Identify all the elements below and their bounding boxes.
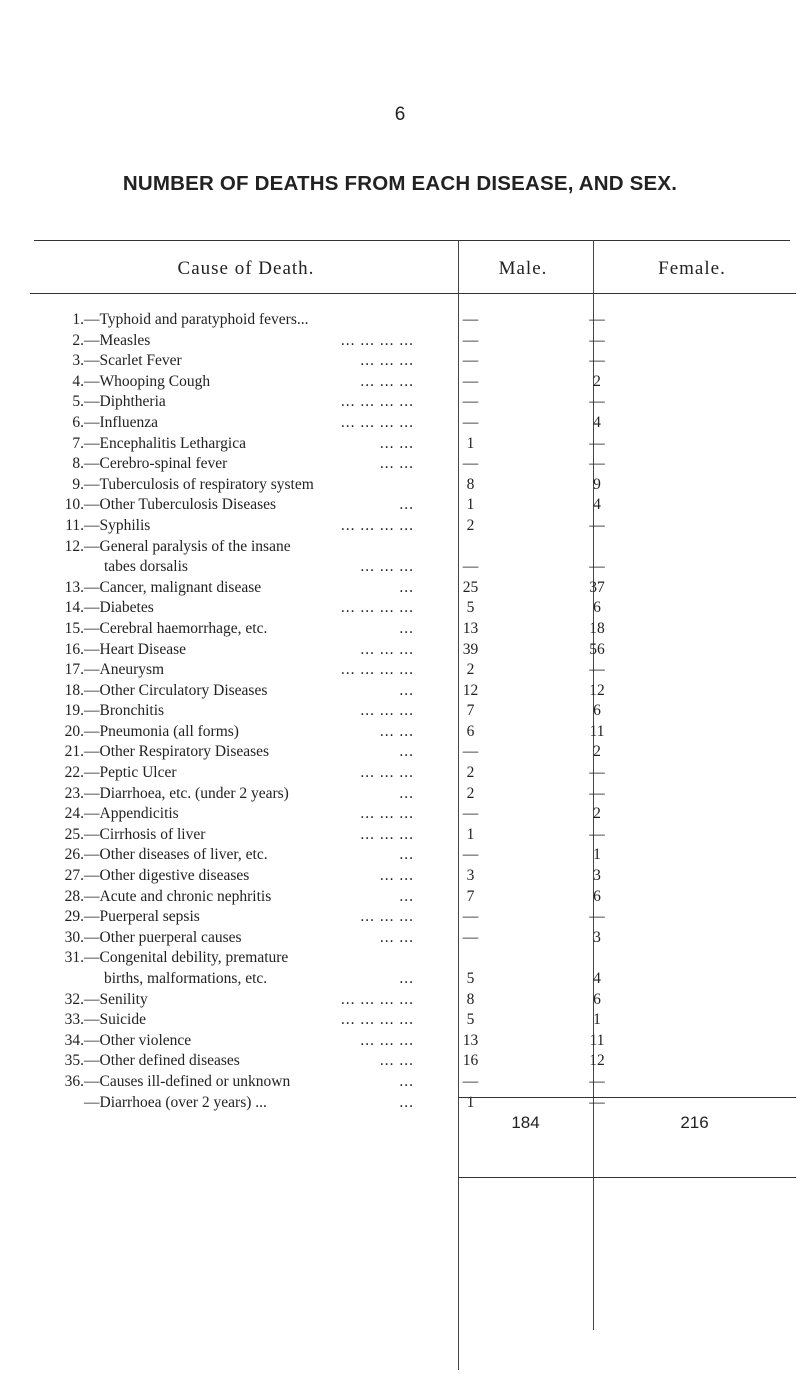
table-row <box>0 866 667 887</box>
cause-text: —Aneurysm <box>84 661 165 679</box>
cause-cell <box>84 825 414 846</box>
female-count: 6 <box>593 599 601 617</box>
female-count: — <box>589 352 605 370</box>
row-number: 23. <box>64 784 84 802</box>
cause-cell <box>84 475 414 496</box>
table-row <box>0 557 667 578</box>
row-number: 15. <box>64 619 84 637</box>
header-male: Male. <box>498 258 548 279</box>
table-row <box>0 331 667 352</box>
dot-leader: ... ... ... <box>360 702 414 720</box>
cause-text: —Puerperal sepsis <box>84 908 200 926</box>
table-row <box>0 660 667 681</box>
cause-text: tabes dorsalis <box>104 558 188 576</box>
male-count <box>414 537 527 558</box>
header-rule <box>30 293 796 294</box>
table-row <box>0 845 667 866</box>
page-number: 6 <box>394 104 406 125</box>
female-count: — <box>589 558 605 576</box>
cause-cell <box>84 1093 414 1114</box>
cause-text: —Other Circulatory Diseases <box>84 681 268 699</box>
row-number: 27. <box>64 867 84 885</box>
cause-cell <box>84 722 414 743</box>
table-row <box>0 640 667 661</box>
dot-leader: ... ... <box>379 455 414 473</box>
cause-cell <box>84 310 414 331</box>
row-number: 8. <box>72 455 84 473</box>
male-count: — <box>462 908 479 926</box>
table-row <box>0 948 667 969</box>
cause-cell <box>84 866 414 887</box>
cause-text: —Diphtheria <box>84 393 166 411</box>
dot-leader: ... ... ... <box>360 640 414 658</box>
page-title: NUMBER OF DEATHS FROM EACH DISEASE, AND SEX. <box>122 172 678 195</box>
female-count: 4 <box>593 413 601 431</box>
female-count: 12 <box>589 681 605 699</box>
table-row <box>0 619 667 640</box>
male-count: — <box>462 846 479 864</box>
cause-text: —Pneumonia (all forms) <box>84 722 239 740</box>
cause-cell <box>84 1051 414 1072</box>
female-count: — <box>589 661 605 679</box>
male-count: 6 <box>466 722 475 740</box>
dot-leader: ... ... ... ... <box>340 331 414 349</box>
dot-leader: ... ... ... <box>360 558 414 576</box>
table-row <box>0 701 667 722</box>
table-row <box>0 681 667 702</box>
table-row <box>0 1093 667 1114</box>
dot-leader <box>288 948 414 969</box>
cause-cell <box>84 598 414 619</box>
female-count: 6 <box>593 887 601 905</box>
dot-leader: ... <box>399 619 414 637</box>
cause-cell <box>84 845 414 866</box>
table-row <box>0 742 667 763</box>
dot-leader: ... ... ... <box>360 1031 414 1049</box>
dot-leader: ... <box>399 1093 414 1111</box>
row-number: 17. <box>64 661 84 679</box>
male-count: — <box>462 372 479 390</box>
female-count: 3 <box>593 928 601 946</box>
male-count: 7 <box>466 887 475 905</box>
table-row <box>0 825 667 846</box>
row-number: 25. <box>64 825 84 843</box>
female-count: 4 <box>593 970 601 987</box>
row-number: 29. <box>64 908 84 926</box>
row-number: 6. <box>72 413 84 431</box>
male-count: — <box>462 743 479 761</box>
table-row <box>0 537 667 558</box>
cause-text: —Diarrhoea (over 2 years) ... <box>84 1093 267 1111</box>
dot-leader: ... ... <box>379 722 414 740</box>
cause-text: —Diabetes <box>84 599 154 617</box>
cause-cell <box>84 928 414 949</box>
cause-text: —Congenital debility, premature <box>84 949 289 967</box>
male-count: 2 <box>466 784 475 802</box>
female-count: — <box>589 825 605 843</box>
female-count: 18 <box>589 619 605 637</box>
male-count: 5 <box>466 599 475 617</box>
cause-cell <box>84 660 414 681</box>
male-count: — <box>462 413 479 431</box>
cause-cell <box>84 495 414 516</box>
cause-cell <box>84 331 414 352</box>
male-count: 1 <box>466 434 475 452</box>
table-top-rule <box>34 240 790 241</box>
table-row <box>0 392 667 413</box>
male-count: 1 <box>466 825 475 843</box>
table-row <box>0 763 667 784</box>
female-count: — <box>589 1072 605 1090</box>
table-row <box>0 784 667 805</box>
female-count: — <box>589 455 605 473</box>
male-count: 13 <box>462 619 479 637</box>
female-count: 56 <box>589 640 605 658</box>
row-number: 36. <box>64 1072 84 1090</box>
dot-leader <box>314 475 414 496</box>
cause-text: —Other Respiratory Diseases <box>84 743 270 761</box>
cause-text: —Other Tuberculosis Diseases <box>84 496 277 514</box>
cause-text: —Cerebral haemorrhage, etc. <box>84 619 268 637</box>
cause-text: —Other puerperal causes <box>84 928 242 946</box>
cause-cell <box>84 392 414 413</box>
row-number: 18. <box>64 681 84 699</box>
dot-leader: ... ... ... ... <box>340 393 414 411</box>
cause-cell <box>84 454 414 475</box>
male-count: 16 <box>462 1052 479 1070</box>
row-number: 33. <box>64 1011 84 1029</box>
male-count: — <box>462 1072 479 1090</box>
cause-cell <box>84 372 414 393</box>
row-number: 21. <box>64 743 84 761</box>
row-number: 3. <box>72 352 84 370</box>
row-number <box>0 969 84 990</box>
female-count: — <box>589 331 605 349</box>
cause-cell <box>84 351 414 372</box>
dot-leader: ... ... ... ... <box>340 1011 414 1029</box>
table-row <box>0 1072 667 1093</box>
cause-text: —Other defined diseases <box>84 1052 240 1070</box>
row-number: 31. <box>64 949 84 967</box>
male-count: 39 <box>462 640 479 658</box>
female-count: — <box>589 393 605 411</box>
cause-text: —General paralysis of the insane <box>84 537 291 555</box>
cause-cell <box>84 1031 414 1052</box>
cause-text: —Peptic Ulcer <box>84 764 177 782</box>
dot-leader: ... ... <box>379 434 414 452</box>
row-number: 34. <box>64 1031 84 1049</box>
cause-text: —Diarrhoea, etc. (under 2 years) <box>84 784 289 802</box>
table-row <box>0 722 667 743</box>
female-count: — <box>589 311 605 328</box>
female-count: — <box>589 908 605 926</box>
dot-leader: ... <box>399 743 414 761</box>
dot-leader: ... <box>399 578 414 596</box>
table-row <box>0 907 667 928</box>
cause-text: —Bronchitis <box>84 702 165 720</box>
dot-leader: ... <box>399 1072 414 1090</box>
female-count: — <box>589 764 605 782</box>
table-row <box>0 804 667 825</box>
cause-text: —Cerebro-spinal fever <box>84 455 228 473</box>
dot-leader: ... ... ... <box>360 352 414 370</box>
male-count: 25 <box>462 578 479 596</box>
table-row <box>0 1031 667 1052</box>
dot-leader: ... <box>399 846 414 864</box>
cause-text: —Suicide <box>84 1011 146 1029</box>
row-number: 24. <box>64 805 84 823</box>
male-count: 3 <box>466 867 475 885</box>
male-count: 2 <box>466 764 475 782</box>
female-count: — <box>589 784 605 802</box>
dot-leader: ... <box>399 887 414 905</box>
table-row <box>0 578 667 599</box>
table-row <box>0 413 667 434</box>
female-count <box>527 948 667 969</box>
cause-text: —Senility <box>84 990 148 1008</box>
female-count: 12 <box>589 1052 605 1070</box>
cause-cell <box>84 537 414 558</box>
cause-text: —Tuberculosis of respiratory system <box>84 475 314 493</box>
cause-cell <box>84 619 414 640</box>
table-row <box>0 475 667 496</box>
table-row <box>0 1051 667 1072</box>
cause-cell <box>84 1010 414 1031</box>
cause-cell <box>84 948 414 969</box>
table-row <box>0 372 667 393</box>
row-number: 19. <box>64 702 84 720</box>
table-row <box>0 454 667 475</box>
row-number: 22. <box>64 764 84 782</box>
male-count: 8 <box>466 475 475 493</box>
cause-cell <box>84 640 414 661</box>
row-number: 2. <box>72 331 84 349</box>
cause-cell <box>84 701 414 722</box>
cause-text: —Syphilis <box>84 516 151 534</box>
header-cause: Cause of Death. <box>177 258 315 279</box>
row-number: 20. <box>64 722 84 740</box>
dot-leader: ... <box>399 784 414 802</box>
cause-text: —Acute and chronic nephritis <box>84 887 272 905</box>
totals-top-rule <box>458 1097 796 1098</box>
row-number: 12. <box>64 537 84 555</box>
table-row <box>0 887 667 908</box>
table-row <box>0 516 667 537</box>
cause-cell <box>84 1072 414 1093</box>
cause-text: —Cirrhosis of liver <box>84 825 206 843</box>
cause-text: —Other diseases of liver, etc. <box>84 846 268 864</box>
row-number <box>0 557 84 578</box>
dot-leader: ... ... ... ... <box>340 661 414 679</box>
male-count: 2 <box>466 516 475 534</box>
female-count: 3 <box>593 867 601 885</box>
female-count <box>527 537 667 558</box>
cause-cell <box>84 578 414 599</box>
female-count: 2 <box>593 372 601 390</box>
female-count: 1 <box>593 1011 601 1029</box>
table-row <box>0 928 667 949</box>
male-count: — <box>462 928 479 946</box>
female-count: 2 <box>593 743 601 761</box>
dot-leader: ... <box>399 681 414 699</box>
dot-leader: ... ... ... ... <box>340 990 414 1008</box>
dot-leader: ... ... ... <box>360 825 414 843</box>
table-row <box>0 310 667 331</box>
row-number: 9. <box>72 475 84 493</box>
row-number: 10. <box>64 496 84 514</box>
male-count: 5 <box>466 1011 475 1029</box>
cause-text: —Other digestive diseases <box>84 867 250 885</box>
cause-cell <box>84 681 414 702</box>
female-count: — <box>589 516 605 534</box>
cause-cell <box>84 990 414 1011</box>
male-count: 1 <box>466 1093 475 1111</box>
row-number: 35. <box>64 1052 84 1070</box>
male-count: 13 <box>462 1031 479 1049</box>
cause-cell <box>84 969 414 990</box>
female-count: 11 <box>589 1031 605 1049</box>
male-count: 7 <box>466 702 475 720</box>
cause-cell <box>84 784 414 805</box>
male-count: — <box>462 558 479 576</box>
cause-cell <box>84 763 414 784</box>
male-count: — <box>462 393 479 411</box>
dot-leader: ... ... <box>379 867 414 885</box>
cause-cell <box>84 907 414 928</box>
female-count: 6 <box>593 702 601 720</box>
cause-text: —Scarlet Fever <box>84 352 182 370</box>
dot-leader: ... ... ... <box>360 908 414 926</box>
male-count: — <box>462 352 479 370</box>
table-row <box>0 434 667 455</box>
table-row <box>0 969 667 990</box>
female-count: — <box>589 1093 605 1111</box>
row-number: 4. <box>72 372 84 390</box>
female-count: 6 <box>593 990 601 1008</box>
row-number: 26. <box>64 846 84 864</box>
table-row <box>0 1010 667 1031</box>
cause-text: —Appendicitis <box>84 805 179 823</box>
male-count <box>414 948 527 969</box>
dot-leader <box>291 537 414 558</box>
cause-text: —Whooping Cough <box>84 372 211 390</box>
cause-text: births, malformations, etc. <box>104 970 268 987</box>
header-female: Female. <box>658 258 726 279</box>
row-number: 5. <box>72 393 84 411</box>
male-count: — <box>462 331 479 349</box>
female-count: 1 <box>593 846 601 864</box>
cause-text: —Heart Disease <box>84 640 186 658</box>
totals-bottom-rule <box>458 1177 796 1178</box>
total-female: 216 <box>680 1113 709 1132</box>
total-male: 184 <box>511 1113 540 1132</box>
male-count: 12 <box>462 681 479 699</box>
male-count: — <box>462 311 479 328</box>
cause-cell <box>84 413 414 434</box>
dot-leader: ... ... <box>379 1052 414 1070</box>
male-count: 5 <box>466 970 475 987</box>
row-number: 11. <box>65 516 84 534</box>
cause-text: —Causes ill-defined or unknown <box>84 1072 291 1090</box>
male-count: 2 <box>466 661 475 679</box>
female-count: 4 <box>593 496 601 514</box>
row-number: 30. <box>64 928 84 946</box>
deaths-table-body <box>0 310 667 1113</box>
row-number: 7. <box>72 434 84 452</box>
row-number: 1. <box>72 311 84 328</box>
dot-leader <box>308 310 414 331</box>
row-number: 13. <box>64 578 84 596</box>
dot-leader: ... <box>399 970 414 987</box>
cause-text: —Other violence <box>84 1031 192 1049</box>
row-number: 16. <box>64 640 84 658</box>
cause-text: —Influenza <box>84 413 159 431</box>
cause-cell <box>84 742 414 763</box>
cause-cell <box>84 887 414 908</box>
dot-leader: ... <box>399 496 414 514</box>
cause-cell <box>84 557 414 578</box>
row-number <box>0 1093 84 1114</box>
female-count: 9 <box>593 475 601 493</box>
dot-leader: ... ... ... <box>360 805 414 823</box>
cause-text: —Cancer, malignant disease <box>84 578 262 596</box>
dot-leader: ... ... <box>379 928 414 946</box>
cause-text: —Typhoid and paratyphoid fevers... <box>84 311 309 328</box>
row-number: 32. <box>64 990 84 1008</box>
row-number: 28. <box>64 887 84 905</box>
male-count: 8 <box>466 990 475 1008</box>
dot-leader: ... ... ... ... <box>340 413 414 431</box>
female-count: 11 <box>589 722 605 740</box>
male-count: — <box>462 805 479 823</box>
cause-cell <box>84 516 414 537</box>
cause-cell <box>84 434 414 455</box>
table-row <box>0 990 667 1011</box>
dot-leader: ... ... ... <box>360 372 414 390</box>
table-row <box>0 351 667 372</box>
cause-text: —Encephalitis Lethargica <box>84 434 246 452</box>
dot-leader: ... ... ... ... <box>340 599 414 617</box>
female-count: — <box>589 434 605 452</box>
female-count: 2 <box>593 805 601 823</box>
male-count: 1 <box>466 496 475 514</box>
male-count: — <box>462 455 479 473</box>
row-number: 14. <box>64 599 84 617</box>
cause-cell <box>84 804 414 825</box>
deaths-table <box>0 310 667 1113</box>
dot-leader: ... ... ... <box>360 764 414 782</box>
cause-text: —Measles <box>84 331 151 349</box>
female-count: 37 <box>589 578 605 596</box>
dot-leader: ... ... ... ... <box>340 516 414 534</box>
table-row <box>0 598 667 619</box>
table-row <box>0 495 667 516</box>
